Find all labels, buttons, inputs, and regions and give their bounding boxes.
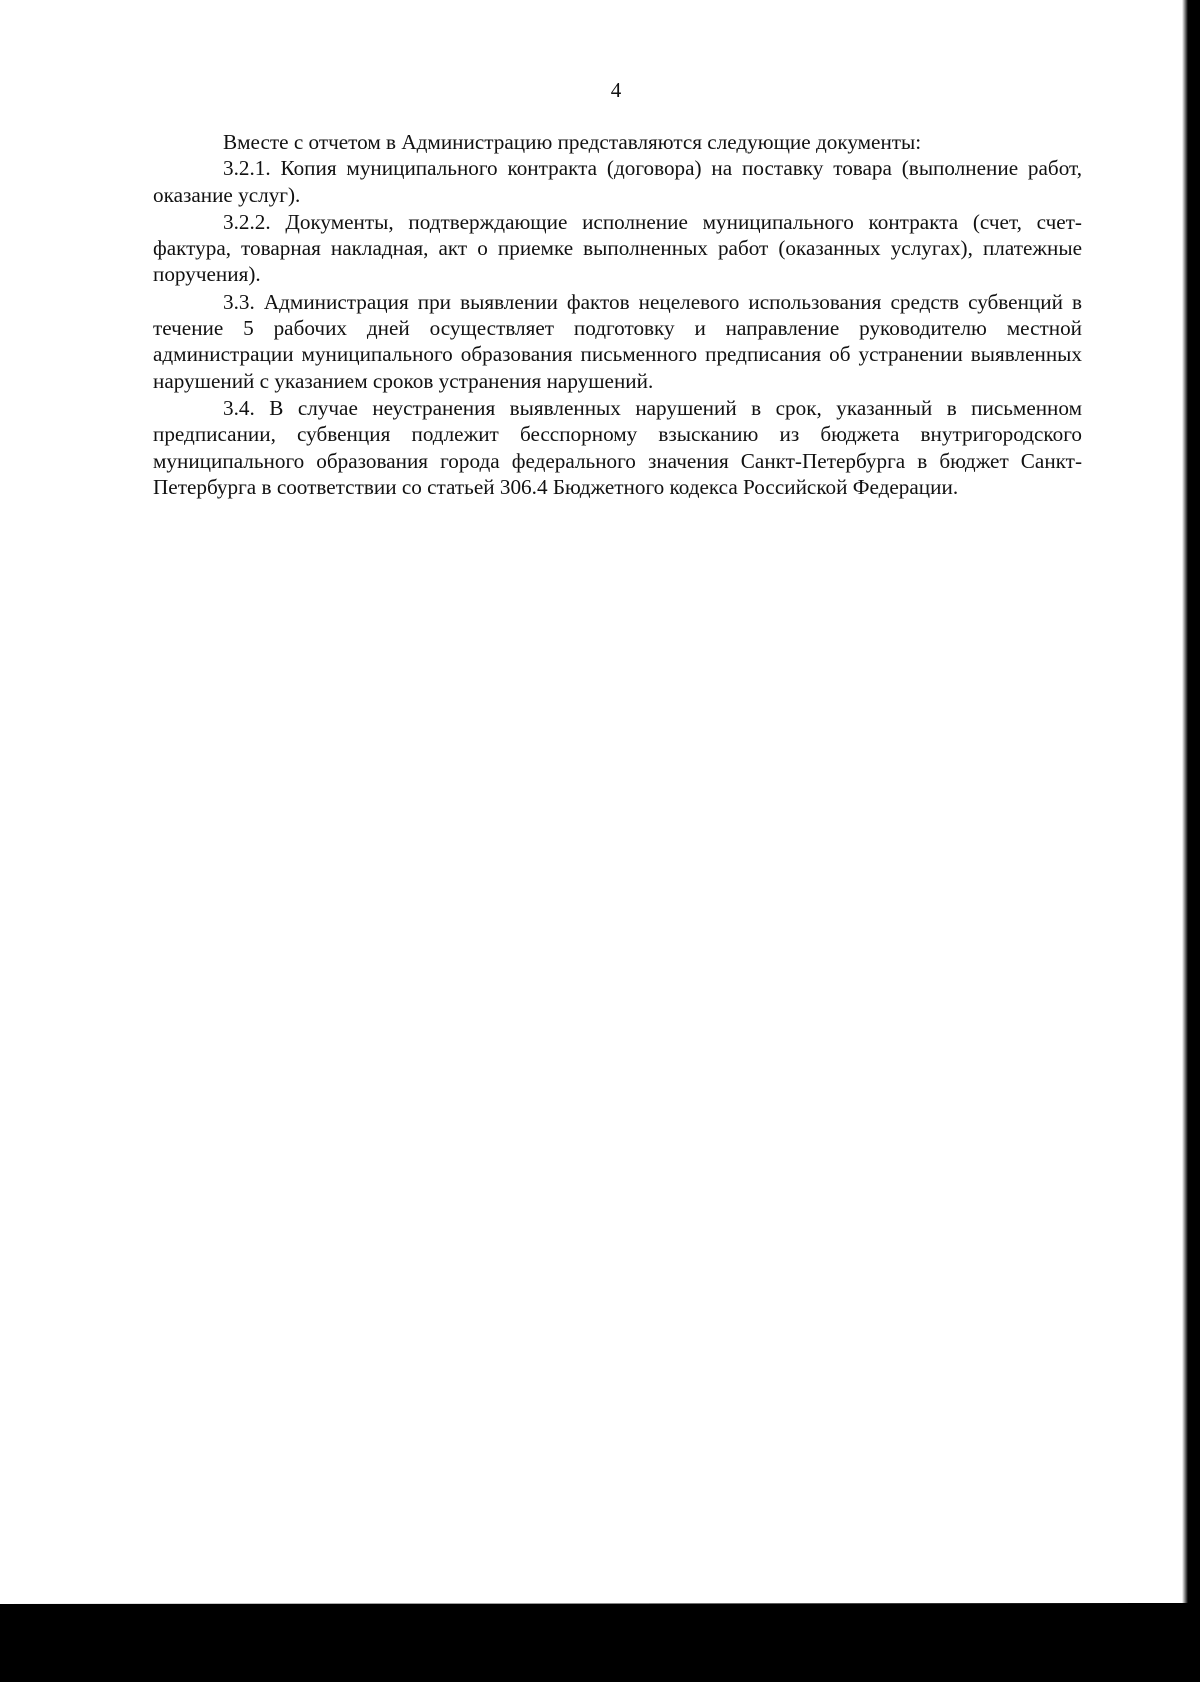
scan-border-bottom	[0, 1603, 1200, 1682]
paragraph-3-2-2: 3.2.2. Документы, подтверждающие исполнение муниципального контракта (счет, счет-фактура, товарная накладная, акт о приемке выполненных работ (оказанных услугах), платежные поручения).	[153, 209, 1082, 287]
paragraph-intro: Вместе с отчетом в Администрацию представляются следующие документы:	[223, 130, 922, 154]
paragraph-3-4: 3.4. В случае неустранения выявленных нарушений в срок, указанный в письменном предписании, субвенция подлежит бесспорному взысканию из бюджета внутригородского муниципального образования города федерального значения Санкт-Петербурга в бюджет Санкт-Петербурга в соответствии со статьей 306.4 Бюджетного кодекса Российской Федерации.	[153, 395, 1082, 499]
scan-border-right	[1188, 0, 1200, 1682]
document-body	[153, 129, 1082, 500]
paragraph-3-2-1: 3.2.1. Копия муниципального контракта (договора) на поставку товара (выполнение работ, оказание услуг).	[153, 156, 1082, 207]
paragraph-3-3: 3.3. Администрация при выявлении фактов нецелевого использования средств субвенций в течение 5 рабочих дней осуществляет подготовку и направление руководителю местной администрации муниципального образования письменного предписания об устранении выявленных нарушений с указанием сроков устранения нарушений.	[153, 289, 1082, 393]
page-number: 4	[610, 78, 622, 102]
